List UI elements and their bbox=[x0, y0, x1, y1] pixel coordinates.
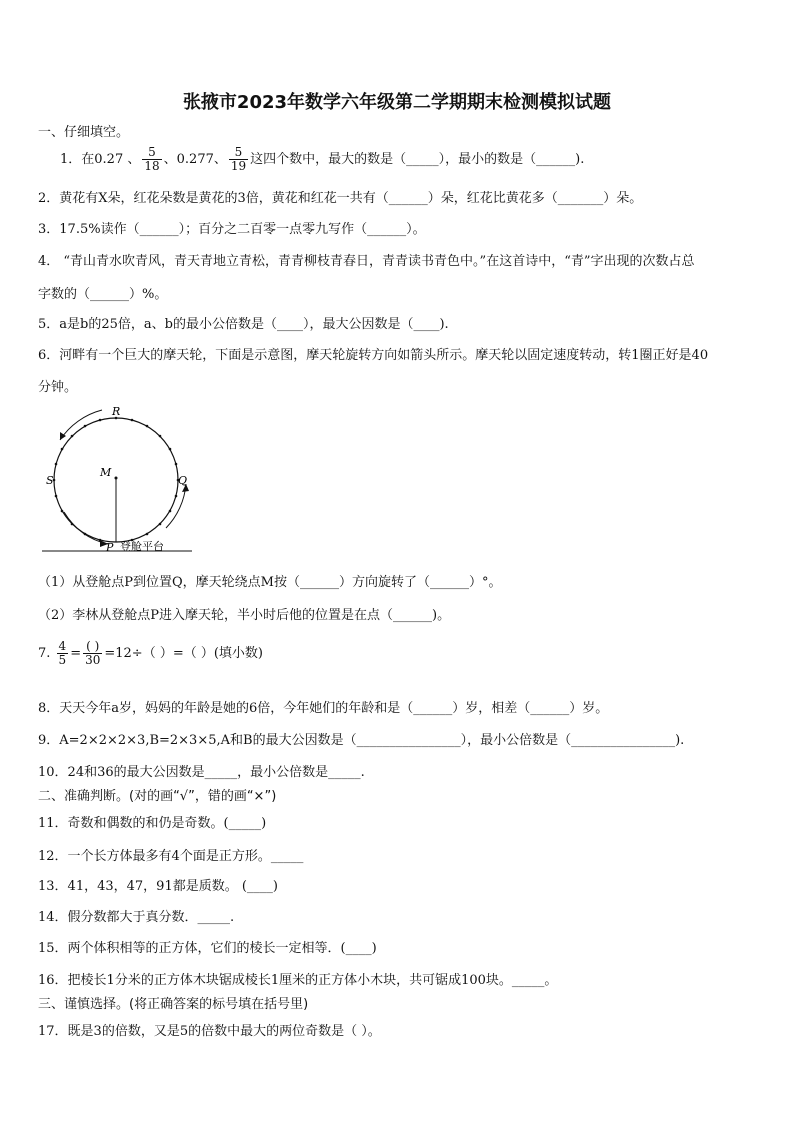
question-5: 5．a是b的25倍，a、b的最小公倍数是（____），最大公因数是（____). bbox=[38, 317, 449, 332]
q1-mid: 、0.277、 bbox=[163, 152, 227, 168]
question-13: 13．41，43，47，91都是质数。 (____) bbox=[38, 879, 278, 894]
fraction-blank-30: $\frac{( )}{30}$ bbox=[85, 639, 101, 668]
rotation-arrow-top bbox=[60, 410, 102, 440]
label-P: P bbox=[106, 541, 114, 554]
page-title: 张掖市2023年数学六年级第二学期期末检测模拟试题 bbox=[182, 92, 612, 113]
question-17: 17．既是3的倍数，又是5的倍数中最大的两位奇数是（ ）。 bbox=[38, 1024, 381, 1039]
label-S: S bbox=[46, 474, 54, 487]
center-point bbox=[115, 477, 118, 480]
q1-lead: 1．在0.27 、 bbox=[60, 152, 141, 168]
label-R: R bbox=[112, 405, 121, 418]
q7-equals: = bbox=[70, 646, 82, 662]
section-1-heading: 一、仔细填空。 bbox=[38, 125, 130, 140]
q7-lead: 7. bbox=[38, 646, 51, 662]
question-14: 14．假分数都大于真分数．_____. bbox=[38, 910, 235, 925]
fraction-5-18: $\frac{5}{18}$ bbox=[144, 145, 160, 174]
question-4-line-1: 4． “青山青水吹青风，青天青地立青松，青青柳枝青春日，青青读书青色中。”在这首诗中，“青”字出现的次数占总 bbox=[38, 254, 695, 269]
ferris-wheel-figure bbox=[36, 400, 201, 560]
q7-tail: =12÷（ ）=（ ）(填小数) bbox=[104, 646, 264, 662]
question-16: 16．把棱长1分米的正方体木块锯成棱长1厘米的正方体小木块，共可锯成100块。_____。 bbox=[38, 973, 558, 988]
fraction-5-19: $\frac{5}{19}$ bbox=[230, 145, 247, 174]
fraction-4-5: $\frac{4}{5}$ bbox=[58, 639, 67, 668]
label-Q: Q bbox=[178, 474, 188, 487]
question-6-part-1: （1）从登舱点P到位置Q，摩天轮绕点M按（______）方向旋转了（______）°。 bbox=[38, 575, 502, 590]
section-3-heading: 三、谨慎选择。(将正确答案的标号填在括号里) bbox=[38, 997, 309, 1012]
question-8: 8．天天今年a岁，妈妈的年龄是她的6倍，今年她们的年龄和是（______）岁，相差（______）岁。 bbox=[38, 701, 609, 716]
label-M: M bbox=[100, 466, 112, 479]
q1-tail: 这四个数中，最大的数是（_____），最小的数是（______). bbox=[250, 152, 585, 168]
question-7 bbox=[38, 640, 263, 667]
question-15: 15．两个体积相等的正方体，它们的棱长一定相等．(____) bbox=[38, 941, 377, 956]
question-6-line-2: 分钟。 bbox=[38, 380, 78, 395]
question-9: 9．A=2×2×2×3,B=2×3×5,A和B的最大公因数是（________________），最小公倍数是（________________). bbox=[38, 733, 685, 748]
question-6-line-1: 6．河畔有一个巨大的摩天轮，下面是示意图，摩天轮旋转方向如箭头所示。摩天轮以固定速度转动，转1圈正好是40 bbox=[38, 348, 709, 363]
rotation-arrow-bottom bbox=[64, 512, 108, 544]
question-12: 12．一个长方体最多有4个面是正方形。_____ bbox=[38, 849, 304, 864]
question-11: 11．奇数和偶数的和仍是奇数。(_____) bbox=[38, 816, 267, 831]
question-6-part-2: （2）李林从登舱点P进入摩天轮，半小时后他的位置是在点（______)。 bbox=[38, 608, 451, 623]
section-2-heading: 二、准确判断。(对的画“√”，错的画“×”) bbox=[38, 789, 277, 804]
label-platform: 登舱平台 bbox=[120, 540, 164, 553]
question-4-line-2: 字数的（______）%。 bbox=[38, 287, 168, 302]
question-1 bbox=[60, 146, 584, 173]
question-10: 10．24和36的最大公因数是_____，最小公倍数是_____. bbox=[38, 765, 365, 780]
question-2: 2．黄花有X朵，红花朵数是黄花的3倍，黄花和红花一共有（______）朵，红花比黄花多（_______）朵。 bbox=[38, 191, 643, 206]
question-3: 3．17.5%读作（______）；百分之二百零一点零九写作（______）。 bbox=[38, 222, 426, 237]
